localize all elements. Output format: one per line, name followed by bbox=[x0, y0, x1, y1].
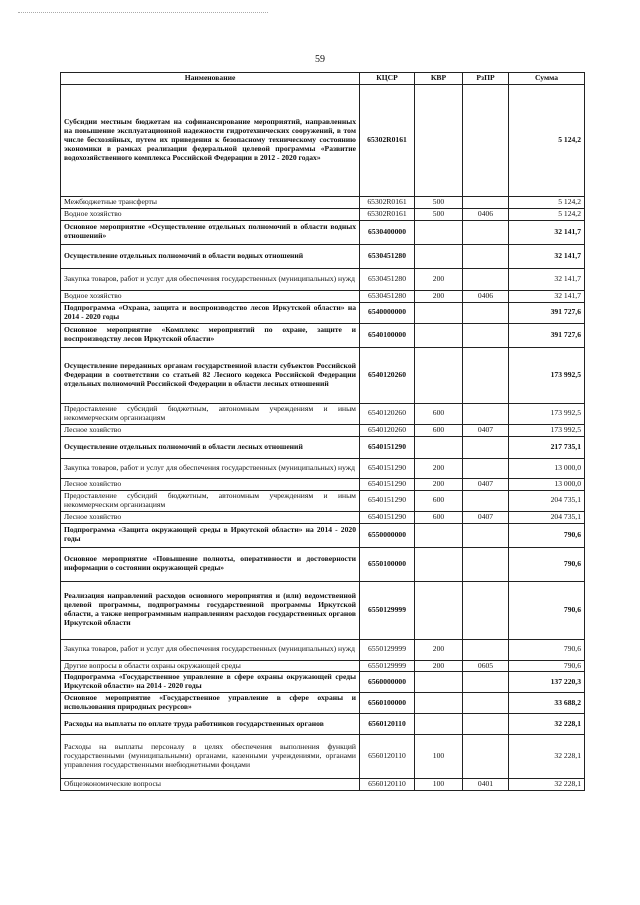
row-rzpr-cell: 0406 bbox=[463, 208, 509, 220]
table-header-row bbox=[61, 73, 585, 85]
table-row bbox=[61, 478, 585, 490]
row-kcsr-cell: 65302R0161 bbox=[360, 197, 415, 209]
row-name-cell: Закупка товаров, работ и услуг для обеспечения государственных (муниципальных) нужд bbox=[61, 458, 360, 478]
row-rzpr-cell: 0605 bbox=[463, 660, 509, 672]
row-rzpr-cell: 0401 bbox=[463, 779, 509, 791]
table-row bbox=[61, 714, 585, 735]
row-sum-cell: 33 688,2 bbox=[509, 693, 585, 714]
row-kvr-cell: 200 bbox=[415, 478, 463, 490]
row-sum-cell: 5 124,2 bbox=[509, 208, 585, 220]
row-kcsr-cell: 65302R0161 bbox=[360, 208, 415, 220]
row-name-cell: Расходы на выплаты по оплате труда работников государственных органов bbox=[61, 714, 360, 735]
row-kcsr-cell: 65302R0161 bbox=[360, 85, 415, 197]
table-row bbox=[61, 672, 585, 693]
table-row bbox=[61, 220, 585, 244]
row-rzpr-cell bbox=[463, 197, 509, 209]
row-rzpr-cell bbox=[463, 547, 509, 581]
row-name-cell: Субсидии местным бюджетам на софинансирование мероприятий, направленных на повышение эксплуатационной надежности гидротехнических сооружений, в том числе бесхозяйных, путем их приведения к безопасному техническому состоянию экономики в рамках реализации федеральной целевой программы «Развитие водохозяйственного комплекса Российской Федерации в 2012 - 2020 годах» bbox=[61, 85, 360, 197]
row-kcsr-cell: 6540151290 bbox=[360, 436, 415, 458]
table-row bbox=[61, 779, 585, 791]
row-kvr-cell bbox=[415, 244, 463, 268]
row-kcsr-cell: 6550129999 bbox=[360, 660, 415, 672]
row-name-cell: Реализация направлений расходов основного мероприятия и (или) ведомственной целевой программы, подпрограммы государственной программы Иркутской области, а также непрограммным направлениям расходов государственных органов Иркутской области bbox=[61, 581, 360, 639]
row-kvr-cell: 200 bbox=[415, 660, 463, 672]
table-row bbox=[61, 735, 585, 779]
row-name-cell: Осуществление отдельных полномочий в области лесных отношений bbox=[61, 436, 360, 458]
row-kcsr-cell: 6550000000 bbox=[360, 523, 415, 547]
row-kvr-cell bbox=[415, 547, 463, 581]
row-rzpr-cell bbox=[463, 302, 509, 323]
table-row bbox=[61, 490, 585, 511]
row-kcsr-cell: 6530451280 bbox=[360, 268, 415, 290]
table-row bbox=[61, 424, 585, 436]
table-row bbox=[61, 85, 585, 197]
row-kvr-cell bbox=[415, 347, 463, 403]
row-rzpr-cell bbox=[463, 347, 509, 403]
row-kvr-cell bbox=[415, 220, 463, 244]
row-kcsr-cell: 6540100000 bbox=[360, 323, 415, 347]
table-row bbox=[61, 208, 585, 220]
row-kvr-cell: 500 bbox=[415, 197, 463, 209]
row-rzpr-cell: 0407 bbox=[463, 511, 509, 523]
row-rzpr-cell bbox=[463, 458, 509, 478]
table-row bbox=[61, 523, 585, 547]
table-row bbox=[61, 347, 585, 403]
row-sum-cell: 204 735,1 bbox=[509, 490, 585, 511]
row-sum-cell: 790,6 bbox=[509, 523, 585, 547]
row-kcsr-cell: 6540120260 bbox=[360, 403, 415, 424]
row-name-cell: Общеэкономические вопросы bbox=[61, 779, 360, 791]
row-rzpr-cell bbox=[463, 639, 509, 660]
row-kvr-cell: 600 bbox=[415, 511, 463, 523]
row-kvr-cell bbox=[415, 714, 463, 735]
row-rzpr-cell bbox=[463, 323, 509, 347]
row-kcsr-cell: 6540120260 bbox=[360, 424, 415, 436]
row-kvr-cell: 200 bbox=[415, 639, 463, 660]
table-row bbox=[61, 511, 585, 523]
row-sum-cell: 790,6 bbox=[509, 639, 585, 660]
row-kcsr-cell: 6560120110 bbox=[360, 735, 415, 779]
row-sum-cell: 32 141,7 bbox=[509, 244, 585, 268]
row-name-cell: Межбюджетные трансферты bbox=[61, 197, 360, 209]
row-kvr-cell bbox=[415, 436, 463, 458]
row-sum-cell: 32 228,1 bbox=[509, 735, 585, 779]
row-kvr-cell: 100 bbox=[415, 735, 463, 779]
row-kcsr-cell: 6530451280 bbox=[360, 244, 415, 268]
row-name-cell: Основное мероприятие «Повышение полноты, оперативности и достоверности информации о состоянии окружающей среды» bbox=[61, 547, 360, 581]
row-sum-cell: 173 992,5 bbox=[509, 424, 585, 436]
budget-table bbox=[60, 72, 585, 791]
row-sum-cell: 32 141,7 bbox=[509, 220, 585, 244]
row-kvr-cell: 600 bbox=[415, 424, 463, 436]
row-sum-cell: 391 727,6 bbox=[509, 302, 585, 323]
table-row bbox=[61, 290, 585, 302]
table-row bbox=[61, 639, 585, 660]
row-rzpr-cell bbox=[463, 436, 509, 458]
row-sum-cell: 391 727,6 bbox=[509, 323, 585, 347]
row-rzpr-cell bbox=[463, 693, 509, 714]
row-name-cell: Подпрограмма «Защита окружающей среды в Иркутской области» на 2014 - 2020 годы bbox=[61, 523, 360, 547]
table-row bbox=[61, 302, 585, 323]
row-rzpr-cell bbox=[463, 403, 509, 424]
table-row bbox=[61, 458, 585, 478]
row-name-cell: Основное мероприятие «Государственное управление в сфере охраны и использования природных ресурсов» bbox=[61, 693, 360, 714]
row-kvr-cell bbox=[415, 693, 463, 714]
header-name: Наименование bbox=[61, 73, 360, 85]
row-kvr-cell: 200 bbox=[415, 290, 463, 302]
row-sum-cell: 13 000,0 bbox=[509, 458, 585, 478]
table-row bbox=[61, 244, 585, 268]
row-sum-cell: 790,6 bbox=[509, 660, 585, 672]
table-row bbox=[61, 581, 585, 639]
row-sum-cell: 32 141,7 bbox=[509, 268, 585, 290]
row-kvr-cell bbox=[415, 523, 463, 547]
row-kvr-cell: 200 bbox=[415, 458, 463, 478]
row-name-cell: Подпрограмма «Государственное управление в сфере охраны окружающей среды Иркутской области» на 2014 - 2020 годы bbox=[61, 672, 360, 693]
row-kcsr-cell: 6560120110 bbox=[360, 779, 415, 791]
table-row bbox=[61, 323, 585, 347]
row-rzpr-cell bbox=[463, 220, 509, 244]
row-name-cell: Лесное хозяйство bbox=[61, 424, 360, 436]
row-rzpr-cell bbox=[463, 523, 509, 547]
row-sum-cell: 5 124,2 bbox=[509, 85, 585, 197]
row-kcsr-cell: 6540151290 bbox=[360, 458, 415, 478]
page-number: 59 bbox=[315, 54, 325, 65]
row-kcsr-cell: 6550129999 bbox=[360, 581, 415, 639]
row-name-cell: Лесное хозяйство bbox=[61, 478, 360, 490]
table-row bbox=[61, 197, 585, 209]
row-name-cell: Расходы на выплаты персоналу в целях обеспечения выполнения функций государственными (муниципальными) органами, казенными учреждениями, органами управления государственными внебюджетными фондами bbox=[61, 735, 360, 779]
row-sum-cell: 217 735,1 bbox=[509, 436, 585, 458]
row-kcsr-cell: 6540000000 bbox=[360, 302, 415, 323]
row-kvr-cell bbox=[415, 581, 463, 639]
row-rzpr-cell bbox=[463, 268, 509, 290]
header-kcsr: КЦСР bbox=[360, 73, 415, 85]
row-rzpr-cell: 0407 bbox=[463, 478, 509, 490]
row-kcsr-cell: 6530400000 bbox=[360, 220, 415, 244]
row-name-cell: Основное мероприятие «Осуществление отдельных полномочий в области водных отношений» bbox=[61, 220, 360, 244]
row-kvr-cell bbox=[415, 302, 463, 323]
scan-artifact-line bbox=[18, 12, 268, 14]
row-rzpr-cell bbox=[463, 85, 509, 197]
row-sum-cell: 173 992,5 bbox=[509, 403, 585, 424]
table-row bbox=[61, 436, 585, 458]
row-kvr-cell: 600 bbox=[415, 403, 463, 424]
row-kcsr-cell: 6540151290 bbox=[360, 490, 415, 511]
row-name-cell: Осуществление отдельных полномочий в области водных отношений bbox=[61, 244, 360, 268]
row-kvr-cell bbox=[415, 85, 463, 197]
row-name-cell: Другие вопросы в области охраны окружающей среды bbox=[61, 660, 360, 672]
header-kvr: КВР bbox=[415, 73, 463, 85]
row-name-cell: Лесное хозяйство bbox=[61, 511, 360, 523]
row-sum-cell: 204 735,1 bbox=[509, 511, 585, 523]
row-sum-cell: 790,6 bbox=[509, 581, 585, 639]
row-kcsr-cell: 6540151290 bbox=[360, 478, 415, 490]
row-kcsr-cell: 6560100000 bbox=[360, 693, 415, 714]
row-kvr-cell: 500 bbox=[415, 208, 463, 220]
table-row bbox=[61, 403, 585, 424]
row-name-cell: Предоставление субсидий бюджетным, автономным учреждениям и иным некоммерческим организациям bbox=[61, 490, 360, 511]
table-row bbox=[61, 693, 585, 714]
row-name-cell: Водное хозяйство bbox=[61, 208, 360, 220]
row-kcsr-cell: 6550129999 bbox=[360, 639, 415, 660]
header-sum: Сумма bbox=[509, 73, 585, 85]
table-row bbox=[61, 547, 585, 581]
row-kvr-cell bbox=[415, 323, 463, 347]
row-kvr-cell: 100 bbox=[415, 779, 463, 791]
row-kvr-cell: 200 bbox=[415, 268, 463, 290]
row-rzpr-cell bbox=[463, 581, 509, 639]
row-kcsr-cell: 6530451280 bbox=[360, 290, 415, 302]
row-kcsr-cell: 6560000000 bbox=[360, 672, 415, 693]
row-rzpr-cell bbox=[463, 672, 509, 693]
row-name-cell: Водное хозяйство bbox=[61, 290, 360, 302]
row-kcsr-cell: 6540151290 bbox=[360, 511, 415, 523]
row-rzpr-cell bbox=[463, 735, 509, 779]
row-sum-cell: 13 000,0 bbox=[509, 478, 585, 490]
row-name-cell: Осуществление переданных органам государственной власти субъектов Российской Федерации в соответствии со статьей 82 Лесного кодекса Российской Федерации отдельных полномочий Российской Федерации в области лесных отношений bbox=[61, 347, 360, 403]
row-sum-cell: 32 141,7 bbox=[509, 290, 585, 302]
table-row bbox=[61, 660, 585, 672]
row-rzpr-cell: 0406 bbox=[463, 290, 509, 302]
row-kcsr-cell: 6560120110 bbox=[360, 714, 415, 735]
table-row bbox=[61, 268, 585, 290]
row-sum-cell: 790,6 bbox=[509, 547, 585, 581]
row-sum-cell: 5 124,2 bbox=[509, 197, 585, 209]
header-rzpr: РзПР bbox=[463, 73, 509, 85]
row-name-cell: Предоставление субсидий бюджетным, автономным учреждениям и иным некоммерческим организациям bbox=[61, 403, 360, 424]
row-sum-cell: 173 992,5 bbox=[509, 347, 585, 403]
row-name-cell: Основное мероприятие «Комплекс мероприятий по охране, защите и воспроизводству лесов Иркутской области» bbox=[61, 323, 360, 347]
row-name-cell: Подпрограмма «Охрана, защита и воспроизводство лесов Иркутской области» на 2014 - 2020 годы bbox=[61, 302, 360, 323]
row-sum-cell: 137 220,3 bbox=[509, 672, 585, 693]
row-rzpr-cell: 0407 bbox=[463, 424, 509, 436]
row-sum-cell: 32 228,1 bbox=[509, 714, 585, 735]
row-rzpr-cell bbox=[463, 490, 509, 511]
row-kcsr-cell: 6540120260 bbox=[360, 347, 415, 403]
row-name-cell: Закупка товаров, работ и услуг для обеспечения государственных (муниципальных) нужд bbox=[61, 268, 360, 290]
row-name-cell: Закупка товаров, работ и услуг для обеспечения государственных (муниципальных) нужд bbox=[61, 639, 360, 660]
row-kcsr-cell: 6550100000 bbox=[360, 547, 415, 581]
row-sum-cell: 32 228,1 bbox=[509, 779, 585, 791]
row-kvr-cell bbox=[415, 672, 463, 693]
row-kvr-cell: 600 bbox=[415, 490, 463, 511]
row-rzpr-cell bbox=[463, 714, 509, 735]
row-rzpr-cell bbox=[463, 244, 509, 268]
